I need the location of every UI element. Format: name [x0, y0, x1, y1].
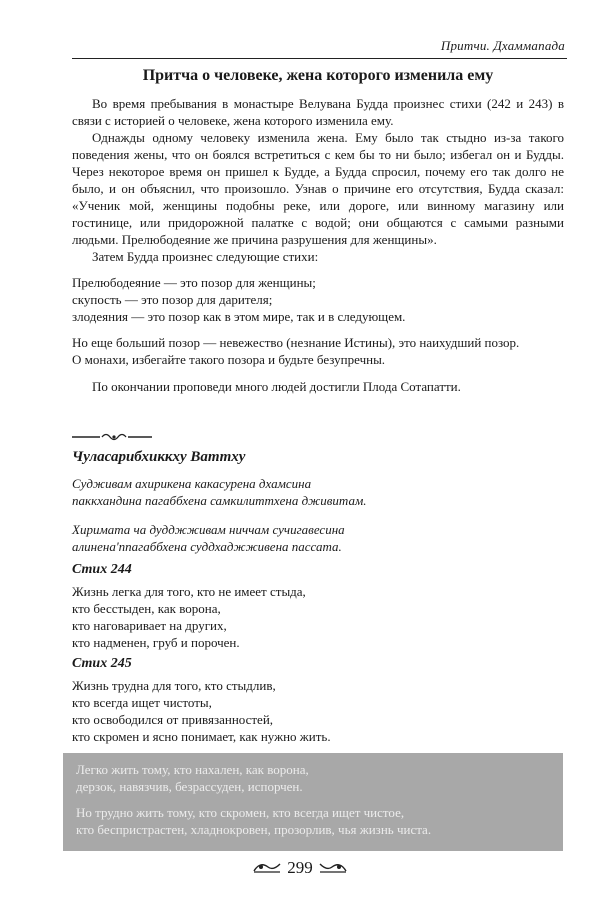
footer-ornament-right-icon: [318, 860, 348, 874]
page-header: [72, 36, 567, 59]
verse-block-1: [72, 274, 564, 325]
running-title: Притчи. Дхаммапада: [440, 38, 565, 53]
summary-text: [76, 761, 431, 838]
verse-line: злодеяния — это позор как в этом мире, так и в следующем.: [72, 309, 406, 324]
page-footer: [0, 856, 600, 880]
verse-line: О монахи, избегайте такого позора и будьте безупречны.: [72, 352, 386, 367]
summary-line: Но трудно жить тому, кто скромен, кто всегда ищет чистое,: [76, 805, 405, 820]
stanza-line: Жизнь легка для того, кто не имеет стыда,: [72, 584, 306, 599]
summary-box: [63, 753, 563, 851]
stanza-245: [72, 677, 552, 745]
parable-section: [72, 66, 564, 395]
stanza-245-title: Стих 245: [72, 656, 132, 671]
pali-line: Хиримата ча дудджживам ниччам сучигавесина: [72, 522, 345, 537]
verse-line: Но еще больший позор — невежество (незнание Истины), это наихудший позор.: [72, 335, 520, 350]
verse-line: Прелюбодеяние — это позор для женщины;: [72, 275, 316, 290]
pali-line: алиненa'ппагаббхена суддхаджживена пассата.: [72, 539, 342, 554]
stanza-line: кто наговаривает на других,: [72, 618, 227, 633]
paragraph-3: Затем Будда произнес следующие стихи:: [92, 249, 319, 264]
stanza-line: кто всегда ищет чистоты,: [72, 695, 212, 710]
stanza-line: кто надменен, груб и порочен.: [72, 635, 240, 650]
section-ornament-icon: [72, 432, 152, 442]
parable-title: Притча о человеке, жена которого изменила ему: [142, 67, 494, 84]
pali-line: Судживам ахирикена какасурена дхамсина: [72, 476, 312, 491]
summary-line: дерзок, навязчив, безрассуден, испорчен.: [76, 779, 303, 794]
stanza-line: кто скромен и ясно понимает, как нужно жить.: [72, 729, 331, 744]
stanza-line: Жизнь трудна для того, кто стыдлив,: [72, 678, 276, 693]
paragraph-2: Однажды одному человеку изменила жена. Ему было так стыдно из-за такого поведения жены, что он боялся встретиться с кем бы то ни было; избегал он и Будды. Через некоторое время он пришел к Будде, а Будда спросил, почему его так долго не было, и он объяснил, что произошло. Узнав о причине его отсутствия, Будда сказал: «Ученик мой, женщины подобны реке, или дороге, или винному магазину или гостинице, или придорожной палатке с водой; они общаются с самыми разными людьми. Прелюбодеяние же причина разрушения для женщины».: [72, 130, 564, 247]
summary-line: кто беспристрастен, хладнокровен, прозорлив, чья жизнь чиста.: [76, 822, 432, 837]
paragraph-1: Во время пребывания в монастыре Велувана Будда произнес стихи (242 и 243) в связи с историей о человеке, жена которого изменила ему.: [72, 96, 564, 128]
stanza-line: кто освободился от привязанностей,: [72, 712, 274, 727]
pali-verse-2: [72, 521, 552, 555]
page-number: 299: [287, 858, 313, 877]
section-title: Чуласарибхиккху Ваттху: [72, 449, 246, 465]
paragraph-4: По окончании проповеди много людей достигли Плода Сотапатти.: [92, 379, 461, 394]
stanza-244: [72, 583, 552, 651]
header-rule: [72, 58, 567, 59]
pali-line: паккхандина пагаббхена самкилиттхена дживитам.: [72, 493, 367, 508]
verse-line: скупость — это позор для дарителя;: [72, 292, 273, 307]
verse-block-2: [72, 334, 564, 368]
stanza-line: кто бесстыден, как ворона,: [72, 601, 221, 616]
summary-line: Легко жить тому, кто нахален, как ворона,: [76, 762, 309, 777]
stanza-244-title: Стих 244: [72, 562, 132, 577]
pali-verse-1: [72, 475, 552, 509]
